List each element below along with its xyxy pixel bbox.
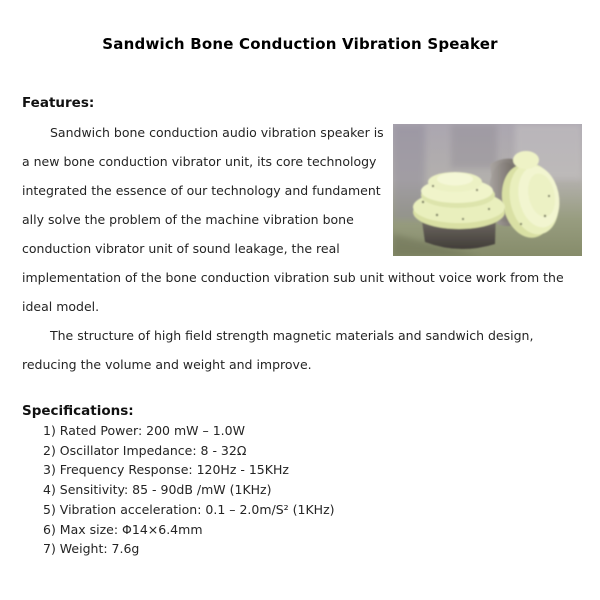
page-title: Sandwich Bone Conduction Vibration Speaker <box>102 35 498 53</box>
product-photo-illustration <box>393 124 582 256</box>
spec-item: 3) Frequency Response: 120Hz - 15KHz <box>43 462 289 478</box>
spec-item: 2) Oscillator Impedance: 8 - 32Ω <box>43 442 247 458</box>
features-line: a new bone conduction vibrator unit, its core technology <box>22 154 377 169</box>
features-line: The structure of high field strength magnetic materials and sandwich design, <box>50 328 534 343</box>
features-line: ally solve the problem of the machine vibration bone <box>22 212 354 227</box>
features-line: implementation of the bone conduction vibration sub unit without voice work from the <box>22 270 564 285</box>
product-photo <box>393 124 582 256</box>
spec-item: 6) Max size: Φ14×6.4mm <box>43 521 203 537</box>
specifications-heading: Specifications: <box>22 403 134 419</box>
features-heading: Features: <box>22 95 95 111</box>
features-line: integrated the essence of our technology and fundament <box>22 183 381 198</box>
spec-item: 1) Rated Power: 200 mW – 1.0W <box>43 423 245 438</box>
spec-item: 7) Weight: 7.6g <box>43 541 140 557</box>
features-line: conduction vibrator unit of sound leakage, the real <box>22 241 340 256</box>
spec-item: 5) Vibration acceleration: 0.1 – 2.0m/S² (1KHz) <box>43 501 335 517</box>
spec-item: 4) Sensitivity: 85 - 90dB /mW (1KHz) <box>43 482 272 498</box>
features-line: Sandwich bone conduction audio vibration speaker is <box>50 125 384 140</box>
features-line: reducing the volume and weight and improve. <box>22 357 312 372</box>
specifications-list <box>22 421 578 559</box>
features-line: ideal model. <box>22 299 100 314</box>
